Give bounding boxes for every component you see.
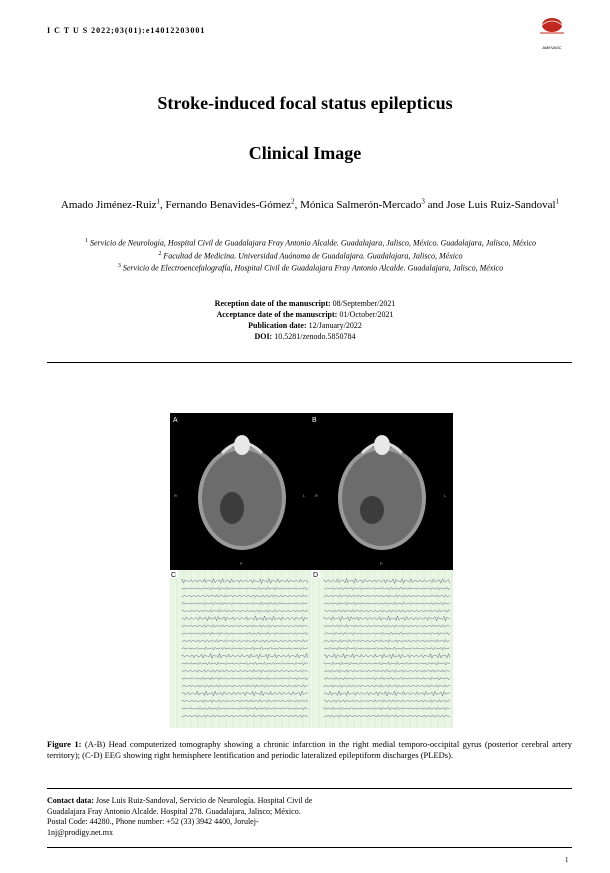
figure-caption: Figure 1: (A-B) Head computerized tomography showing a chronic infarction in the right medial temporo-occipital gyrus (posterior cerebral artery territory); (C-D) EEG showing right hemisphere lentification and periodic lateralized epileptiform discharges (PLEDs). <box>47 739 572 760</box>
date-line: Acceptance date of the manuscript: 01/October/2021 <box>216 310 394 319</box>
panel-label-d: D <box>313 572 319 579</box>
journal-reference: I C T U S 2022;03(01):e14012203001 <box>47 26 206 35</box>
date-line: Reception date of the manuscript: 08/September/2021 <box>214 299 396 308</box>
author: Fernando Benavides-Gómez$^2$, <box>165 197 301 211</box>
affiliations <box>58 236 563 274</box>
article-type: Clinical Image <box>248 143 362 163</box>
author-list <box>60 194 560 212</box>
article-title: Stroke-induced focal status epilepticus <box>157 93 453 113</box>
divider <box>47 788 572 789</box>
journal-logo <box>532 15 572 50</box>
ct-mark-right: R <box>315 493 318 498</box>
ct-mark-left: L <box>303 493 306 498</box>
manuscript-dates <box>0 298 610 342</box>
author: Amado Jiménez-Ruiz$^1$, <box>60 197 166 211</box>
affiliation: $^2$ Facultad de Medicina. Universidad Auónoma de Guadalajara. Guadalajara, Jalisco, México <box>158 250 463 261</box>
date-line: DOI: 10.5281/zenodo.5850784 <box>254 332 356 341</box>
logo-text: AMEVASC <box>542 45 562 50</box>
page-number: 1 <box>565 856 569 864</box>
affiliation: $^1$ Servicio de Neurología, Hospital Civil de Guadalajara Fray Antonio Alcalde. Guadalajara, Jalisco, México. Guadalajara, Jalisco, México <box>84 238 536 248</box>
figure-1 <box>170 413 453 728</box>
ct-mark-posterior: P <box>240 561 243 566</box>
brain-logo-icon <box>532 15 572 39</box>
contact-data: Contact data: Jose Luis Ruiz-Sandoval, Servicio de Neurología. Hospital Civil de Guadalajara Fray Antonio Alcalde. Hospital 278. Guadalajara, Jalisco; México. Postal Code: 44280., Phone number: +52 (33) 3942 4400, Jorulej-1nj@prodigy.net.mx <box>47 796 313 837</box>
author: Jose Luis Ruiz-Sandoval$^1$ <box>446 197 560 211</box>
panel-label-c: C <box>171 572 177 579</box>
ct-mark-left: L <box>444 493 447 498</box>
ct-mark-posterior: P <box>380 561 383 566</box>
panel-label-a: A <box>173 417 178 424</box>
ct-mark-right: R <box>174 493 177 498</box>
panel-label-b: B <box>312 417 317 424</box>
divider <box>47 847 572 848</box>
author: Mónica Salmerón-Mercado$^3$ and <box>300 197 447 211</box>
affiliation: $^3$ Servicio de Electroencefalografía, Hospital Civil de Guadalajara Fray Antonio Alcalde. Guadalajara, Jalisco, México <box>117 263 504 273</box>
divider <box>47 362 572 363</box>
date-line: Publication date: 12/January/2022 <box>248 321 362 330</box>
